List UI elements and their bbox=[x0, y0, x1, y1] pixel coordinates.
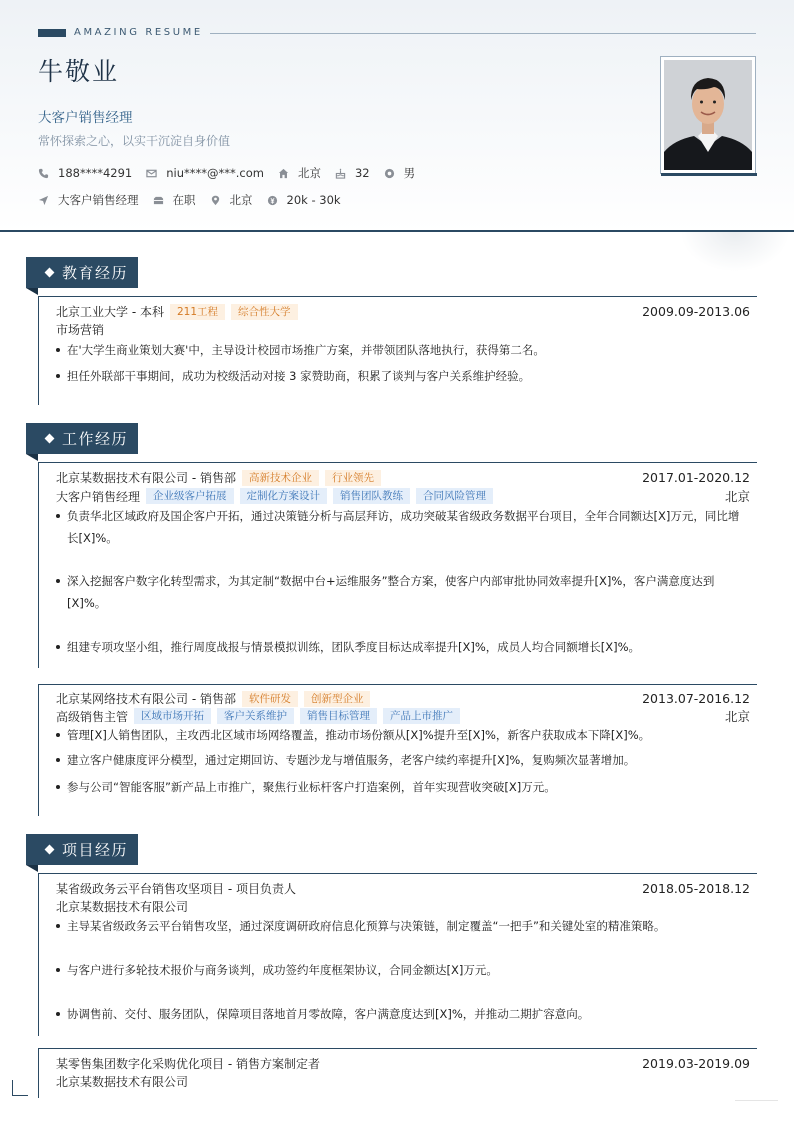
brand-line bbox=[210, 33, 756, 34]
project-date: 2018.05-2018.12 bbox=[642, 881, 750, 896]
home-icon bbox=[278, 168, 289, 179]
ribbon-fold bbox=[26, 288, 38, 295]
list-item: 在'大学生商业策划大赛'中，主导设计校园市场推广方案，并带领团队落地执行，获得第二名。 bbox=[56, 339, 746, 361]
section-heading-education bbox=[26, 257, 138, 288]
skill-tag: 合同风险管理 bbox=[416, 488, 493, 504]
status-item bbox=[153, 192, 196, 208]
work-city: 北京 bbox=[724, 489, 750, 504]
salary-item bbox=[267, 193, 341, 207]
position-name: 高级销售主管 bbox=[56, 709, 129, 724]
profile-photo bbox=[664, 60, 752, 170]
list-item: 担任外联部干事期间，成功为校级活动对接 3 家赞助商，积累了谈判与客户关系维护经验。 bbox=[56, 365, 746, 387]
profile-photo-frame bbox=[660, 56, 756, 174]
list-item: 协调售前、交付、服务团队，保障项目落地首月零故障，客户满意度达到[X]%，并推动二期扩容意向。 bbox=[56, 1003, 746, 1025]
work-date: 2013.07-2016.12 bbox=[642, 691, 750, 706]
education-header-row bbox=[56, 303, 750, 320]
candidate-name: 牛敬业 bbox=[38, 57, 120, 86]
section-heading-projects bbox=[26, 834, 138, 865]
project-header-row bbox=[56, 1055, 750, 1072]
project-name: 某省级政务云平台销售攻坚项目 - 项目负责人 bbox=[56, 882, 296, 896]
gender-item bbox=[384, 165, 416, 181]
phone-item bbox=[38, 166, 132, 180]
motto: 常怀探索之心，以实干沉淀自身价值 bbox=[38, 134, 231, 148]
skill-tag: 客户关系维护 bbox=[217, 708, 294, 724]
list-item: 组建专项攻坚小组，推行周度战报与情景模拟训练，团队季度目标达成率提升[X]%，成员人均合同额增长[X]%。 bbox=[56, 636, 746, 658]
ribbon-fold bbox=[26, 454, 38, 461]
company-name: 北京某数据技术有限公司 - 销售部 bbox=[56, 471, 236, 485]
page-corner-line bbox=[735, 1100, 778, 1101]
cake-icon bbox=[335, 168, 346, 179]
brand-bar bbox=[38, 29, 66, 37]
age-text: 32 bbox=[354, 166, 370, 180]
mail-icon bbox=[146, 168, 157, 179]
skill-tag: 区域市场开拓 bbox=[134, 708, 211, 724]
education-date: 2009.09-2013.06 bbox=[642, 304, 750, 319]
project-org-row bbox=[56, 898, 750, 915]
list-item: 与客户进行多轮技术报价与商务谈判，成功签约年度框架协议，合同金额达[X]万元。 bbox=[56, 959, 746, 981]
intent-position-item bbox=[38, 192, 139, 208]
skill-tag: 销售目标管理 bbox=[300, 708, 377, 724]
project-name: 某零售集团数字化采购优化项目 - 销售方案制定者 bbox=[56, 1057, 320, 1071]
brand-text: AMAZING RESUME bbox=[74, 27, 203, 38]
header-divider bbox=[0, 230, 794, 232]
list-item: 参与公司“智能客服”新产品上市推广，聚焦行业标杆客户打造案例，首年实现营收突破[X]万元。 bbox=[56, 776, 746, 798]
skill-tag: 企业级客户拓展 bbox=[146, 488, 234, 504]
section-title: 项目经历 bbox=[62, 841, 129, 859]
work-city: 北京 bbox=[724, 709, 750, 724]
list-item: 主导某省级政务云平台销售攻坚，通过深度调研政府信息化预算与决策链，制定覆盖“一把手”和关键处室的精准策略。 bbox=[56, 915, 746, 937]
ribbon-fold bbox=[26, 865, 38, 872]
list-item: 深入挖掘客户数字化转型需求，为其定制“数据中台+运维服务”整合方案，使客户内部审批协同效率提升[X]%，客户满意度达到[X]%。 bbox=[56, 570, 746, 614]
education-entry bbox=[38, 296, 756, 405]
contact-row bbox=[38, 164, 429, 182]
diamond-icon bbox=[45, 434, 55, 444]
school-tag: 211工程 bbox=[170, 304, 225, 320]
phone-icon bbox=[38, 168, 49, 179]
photo-underline bbox=[661, 173, 757, 176]
company-row bbox=[56, 469, 750, 486]
salary-text: 20k - 30k bbox=[286, 193, 341, 207]
project-entry bbox=[38, 873, 756, 1036]
status-icon bbox=[153, 195, 164, 206]
section-heading-work bbox=[26, 423, 138, 454]
list-item: 管理[X]人销售团队，主攻西北区域市场网络覆盖，推动市场份额从[X]%提升至[X]%，新客户获取成本下降[X]%。 bbox=[56, 724, 746, 746]
age-item bbox=[335, 166, 370, 180]
phone-text: 188****4291 bbox=[58, 166, 133, 180]
work-entry bbox=[38, 462, 756, 668]
diamond-icon bbox=[45, 845, 55, 855]
intent-city-item bbox=[210, 192, 253, 208]
major: 市场营销 bbox=[56, 323, 105, 337]
city-text: 北京 bbox=[297, 166, 321, 180]
city-item bbox=[278, 165, 321, 181]
position-row bbox=[56, 707, 750, 725]
work-date: 2017.01-2020.12 bbox=[642, 470, 750, 485]
section-title: 教育经历 bbox=[62, 264, 129, 282]
project-org: 北京某数据技术有限公司 bbox=[56, 1075, 189, 1089]
email-item bbox=[146, 166, 264, 180]
work-entry bbox=[38, 684, 756, 816]
position-name: 大客户销售经理 bbox=[56, 489, 141, 504]
send-icon bbox=[38, 195, 49, 206]
location-pin-icon bbox=[210, 195, 221, 206]
intent-position-text: 大客户销售经理 bbox=[58, 193, 139, 207]
company-tag: 行业领先 bbox=[325, 470, 381, 486]
salary-icon bbox=[267, 195, 278, 206]
job-title: 大客户销售经理 bbox=[38, 110, 133, 126]
header-shadow bbox=[680, 232, 790, 272]
list-item: 建立客户健康度评分模型，通过定期回访、专题沙龙与增值服务，老客户续约率提升[X]%，复购频次显著增加。 bbox=[56, 749, 746, 771]
company-tag: 高新技术企业 bbox=[242, 470, 319, 486]
company-tag: 创新型企业 bbox=[304, 691, 371, 707]
project-entry bbox=[38, 1048, 756, 1098]
section-title: 工作经历 bbox=[62, 430, 129, 448]
job-intent-row bbox=[38, 191, 355, 209]
school-tag: 综合性大学 bbox=[231, 304, 298, 320]
company-tag: 软件研发 bbox=[242, 691, 298, 707]
diamond-icon bbox=[45, 268, 55, 278]
company-row bbox=[56, 690, 750, 707]
email-text: niu****@***.com bbox=[166, 166, 264, 180]
gender-icon bbox=[384, 168, 395, 179]
project-date: 2019.03-2019.09 bbox=[642, 1056, 750, 1071]
list-item: 负责华北区域政府及国企客户开拓，通过决策链分析与高层拜访，成功突破某省级政务数据平台项目，全年合同额达[X]万元，同比增长[X]%。 bbox=[56, 505, 746, 549]
page-corner-mark bbox=[12, 1080, 28, 1096]
status-text: 在职 bbox=[172, 193, 196, 207]
skill-tag: 定制化方案设计 bbox=[240, 488, 328, 504]
school-name: 北京工业大学 - 本科 bbox=[56, 305, 164, 319]
project-org: 北京某数据技术有限公司 bbox=[56, 900, 189, 914]
project-org-row bbox=[56, 1073, 750, 1090]
skill-tag: 销售团队教练 bbox=[333, 488, 410, 504]
position-row bbox=[56, 487, 750, 505]
skill-tag: 产品上市推广 bbox=[383, 708, 460, 724]
project-header-row bbox=[56, 880, 750, 897]
gender-text: 男 bbox=[403, 166, 416, 180]
company-name: 北京某网络技术有限公司 - 销售部 bbox=[56, 692, 236, 706]
major-row bbox=[56, 321, 750, 338]
intent-city-text: 北京 bbox=[229, 193, 253, 207]
